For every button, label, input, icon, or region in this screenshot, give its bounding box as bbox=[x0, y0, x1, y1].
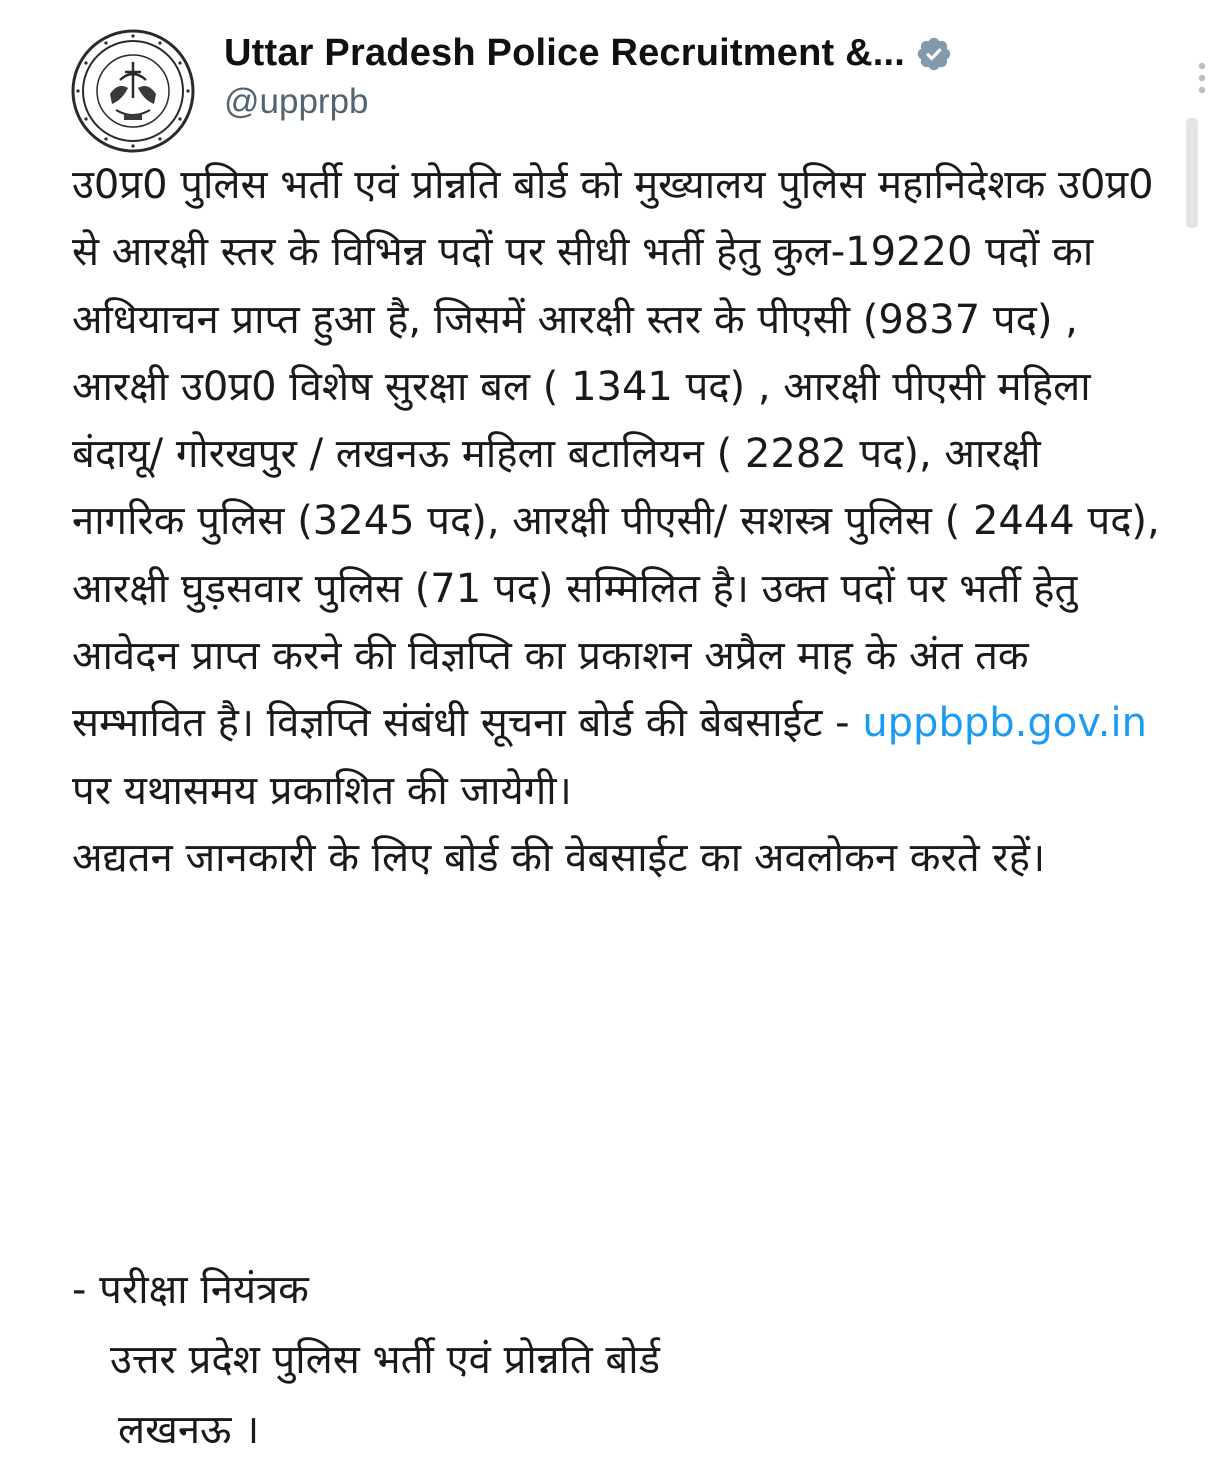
scrollbar[interactable] bbox=[1186, 118, 1198, 228]
post-text bbox=[72, 152, 1162, 892]
signature-organization: उत्तर प्रदेश पुलिस भर्ती एवं प्रोन्नति बोर्ड bbox=[110, 1337, 660, 1383]
post-paragraph-1 bbox=[72, 152, 1162, 825]
account-handle[interactable]: @upprpb bbox=[224, 82, 369, 121]
avatar[interactable] bbox=[70, 28, 196, 154]
website-link[interactable]: uppbpb.gov.in bbox=[862, 700, 1147, 747]
post-paragraph-2: अद्यतन जानकारी के लिए बोर्ड की वेबसाईट का अवलोकन करते रहें। bbox=[72, 834, 1046, 881]
post-text-before-link: उ0प्र0 पुलिस भर्ती एवं प्रोन्नति बोर्ड को मुख्यालय पुलिस महानिदेशक उ0प्र0 से आरक्षी स्तर के विभिन्न पदों पर सीधी भर्ती हेतु कुल-19220 पदों का अधियाचन प्राप्त हुआ है, जिसमें आरक्षी स्तर के पीएसी (9837 पद) , आरक्षी उ0प्र0 विशेष सुरक्षा बल ( 1341 पद) , आरक्षी पीएसी महिला बंदायू/ गोरखपुर / लखनऊ महिला बटालियन ( 2282 पद), आरक्षी नागरिक पुलिस (3245 पद), आरक्षी पीएसी/ सशस्त्र पुलिस ( 2444 पद), आरक्षी घुड़सवार पुलिस (71 पद) सम्मिलित है। उक्त पदों पर भर्ती हेतु आवेदन प्राप्त करने की विज्ञप्ति का प्रकाशन अप्रैल माह के अंत तक सम्भावित है। विज्ञप्ति संबंधी सूचना बोर्ड की बेबसाईट - bbox=[72, 162, 1160, 747]
signature-title: - परीक्षा नियंत्रक bbox=[72, 1267, 309, 1313]
display-name-row bbox=[224, 32, 953, 75]
verified-badge-icon bbox=[915, 35, 953, 73]
display-name[interactable]: Uttar Pradesh Police Recruitment &... bbox=[224, 32, 906, 74]
upprpb-emblem-logo bbox=[70, 28, 196, 154]
post-text-after-link: पर यथासमय प्रकाशित की जायेगी। bbox=[72, 767, 572, 814]
more-vertical-icon[interactable] bbox=[1182, 48, 1222, 108]
post-signature bbox=[72, 1255, 660, 1465]
signature-city: लखनऊ । bbox=[118, 1407, 260, 1453]
post-header bbox=[70, 28, 1150, 128]
